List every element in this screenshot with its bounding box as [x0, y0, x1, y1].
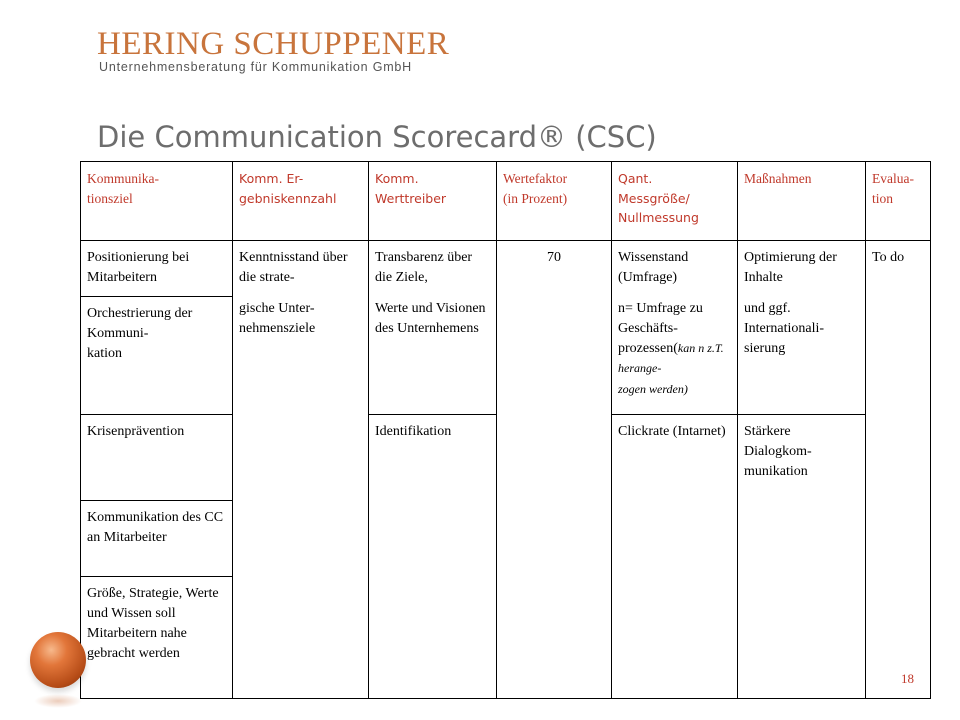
werttreiber-text-2: Werte und Visionen des Unternhemens [375, 300, 486, 336]
header-cell: Komm. Er- gebniskennzahl [233, 162, 369, 241]
header-cell: Qant. Messgröße/ Nullmessung [612, 162, 738, 241]
table-row [81, 241, 931, 297]
header-cell: Komm. Werttreiber [369, 162, 497, 241]
massnahmen-cell [738, 241, 866, 415]
goal-cell: Positionierung bei Mitarbeitern [81, 241, 233, 297]
werttreiber-text-1: Transbarenz über die Ziele, [375, 250, 473, 286]
page-number: 18 [901, 671, 914, 686]
wertefaktor-cell: 70 [497, 241, 612, 699]
decorative-sphere-icon [30, 632, 86, 688]
header-cell: Kommunika- tionsziel [81, 162, 233, 241]
kennzahl-text-1: Kenntnisstand über die strate- [239, 250, 348, 286]
slide-title: Die Communication Scorecard® (CSC) [97, 120, 657, 154]
messgroesse-cell: Clickrate (Intarnet) [612, 414, 738, 698]
massnahmen-text-1: Optimierung der Inhalte [744, 250, 837, 286]
company-subtitle: Unternehmensberatung für Kommunikation GmbH [99, 60, 413, 74]
messgroesse-cell [612, 241, 738, 415]
massnahmen-cell: Stärkere Dialogkom- munikation [738, 414, 866, 698]
decorative-sphere-reflection [34, 694, 82, 708]
scorecard-table [80, 161, 931, 699]
company-logo: HERING SCHUPPENER [97, 26, 450, 62]
werttreiber-cell: Identifikation [369, 414, 497, 698]
header-cell: Maßnahmen [738, 162, 866, 241]
kennzahl-text-2: gische Unter- nehmensziele [239, 300, 316, 336]
messgroesse-text-2: n= Umfrage zu Geschäfts- prozessen(kan n z.T. herange- zogen werden) [618, 300, 724, 396]
goal-cell: Größe, Strategie, Werte und Wissen soll Mitarbeitern nahe gebracht werden [81, 576, 233, 698]
messgroesse-note: kan n z.T. herange- zogen werden) [618, 341, 724, 396]
werttreiber-cell [369, 241, 497, 415]
massnahmen-text-2: und ggf. Internationali- sierung [744, 300, 825, 357]
kennzahl-cell [233, 241, 369, 699]
goal-cell: Kommunikation des CC an Mitarbeiter [81, 500, 233, 576]
header-cell: Evalua- tion [866, 162, 931, 241]
header-cell: Wertefaktor (in Prozent) [497, 162, 612, 241]
messgroesse-text-1: Wissenstand (Umfrage) [618, 250, 689, 286]
header-row [81, 162, 931, 241]
goal-cell: Krisenprävention [81, 414, 233, 500]
goal-cell: Orchestrierung der Kommuni- kation [81, 296, 233, 414]
evaluation-cell: To do [866, 241, 931, 699]
